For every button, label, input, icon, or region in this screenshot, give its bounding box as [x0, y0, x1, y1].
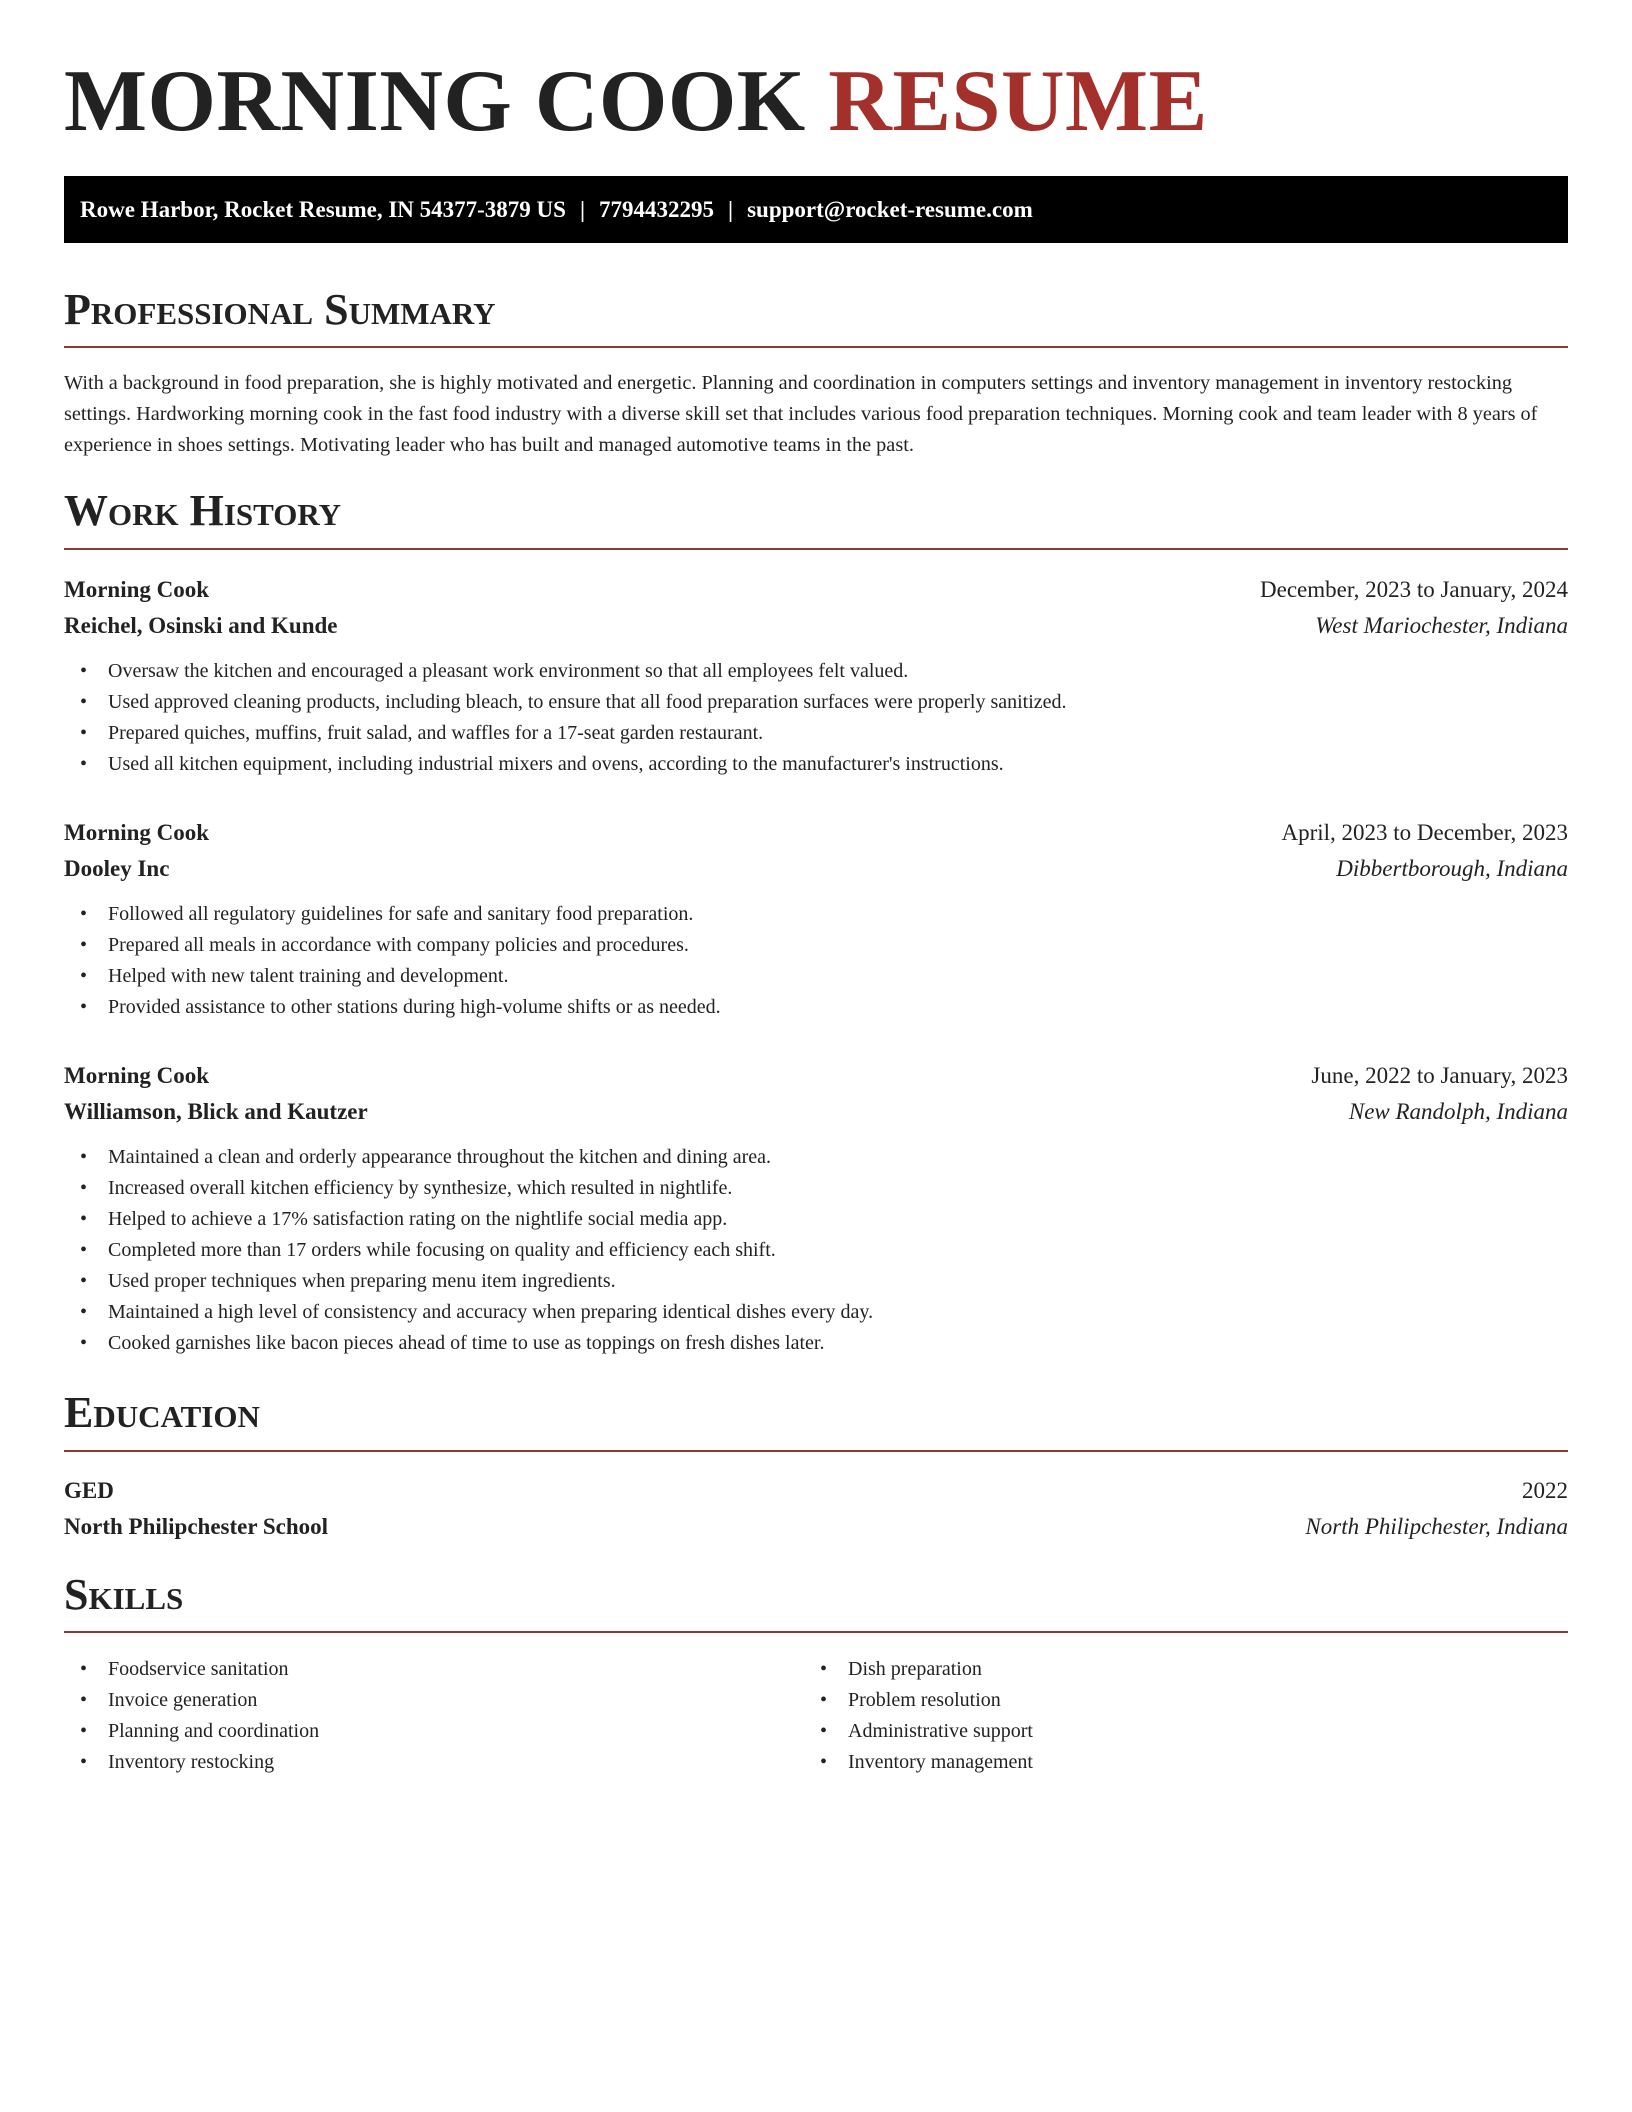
- section-title-skills: Skills: [64, 1570, 184, 1619]
- education-degree: GED: [64, 1478, 114, 1503]
- resume-title: [64, 52, 1208, 152]
- contact-phone[interactable]: 7794432295: [599, 197, 715, 222]
- job-dates: December, 2023 to January, 2024: [1260, 577, 1568, 602]
- title-main: MORNING COOK: [64, 53, 806, 150]
- skills-column-left: [64, 1654, 804, 1778]
- job-company: Dooley Inc: [64, 856, 170, 881]
- list-item: • Maintained a high level of consistency and accuracy when preparing identical dishes every day.: [64, 1297, 1568, 1328]
- list-item: • Cooked garnishes like bacon pieces ahead of time to use as toppings on fresh dishes later.: [64, 1328, 1568, 1359]
- job-company: Reichel, Osinski and Kunde: [64, 613, 338, 638]
- job-location: West Mariochester, Indiana: [1315, 613, 1568, 638]
- job-entry: [64, 1058, 1568, 1359]
- list-item: • Helped to achieve a 17% satisfaction rating on the nightlife social media app.: [64, 1204, 1568, 1235]
- list-item: • Increased overall kitchen efficiency by synthesize, which resulted in nightlife.: [64, 1173, 1568, 1204]
- job-entry: [64, 815, 1568, 1023]
- section-divider: [64, 548, 1568, 550]
- contact-bar: [64, 176, 1568, 243]
- skills-list: [64, 1654, 804, 1778]
- section-title-education: Education: [64, 1388, 260, 1437]
- section-divider: [64, 1450, 1568, 1452]
- job-role: Morning Cook: [64, 1063, 210, 1088]
- list-item: • Prepared quiches, muffins, fruit salad, and waffles for a 17-seat garden restaurant.: [64, 718, 1568, 749]
- skill-item: • Invoice generation: [64, 1685, 804, 1716]
- contact-email[interactable]: support@rocket-resume.com: [747, 197, 1033, 222]
- education-year: 2022: [1522, 1478, 1568, 1503]
- list-item: • Maintained a clean and orderly appearance throughout the kitchen and dining area.: [64, 1142, 1568, 1173]
- contact-separator: |: [579, 197, 586, 222]
- skills-column-right: [804, 1654, 1544, 1778]
- skill-item: • Inventory restocking: [64, 1747, 804, 1778]
- job-bullets: [64, 1142, 1568, 1359]
- job-role: Morning Cook: [64, 820, 210, 845]
- job-location: Dibbertborough, Indiana: [1336, 856, 1568, 881]
- contact-address: Rowe Harbor, Rocket Resume, IN 54377-3879 US: [80, 197, 566, 222]
- contact-separator: |: [728, 197, 734, 222]
- skills-list: [804, 1654, 1544, 1778]
- job-bullets: [64, 899, 1568, 1023]
- education-school: North Philipchester School: [64, 1514, 329, 1539]
- skill-item: • Administrative support: [804, 1716, 1544, 1747]
- list-item: • Provided assistance to other stations during high-volume shifts or as needed.: [64, 992, 1568, 1023]
- summary-text: With a background in food preparation, she is highly motivated and energetic. Planning and coordination in computers settings and inventory management in inventory restocking settings. Hardworking morning cook in the fast food industry with a diverse skill set that includes various food preparation techniques. Morning cook and team leader with 8 years of experience in shoes settings. Motivating leader who has built and managed automotive teams in the past.: [64, 372, 1538, 456]
- skill-item: • Planning and coordination: [64, 1716, 804, 1747]
- section-title-summary: Professional Summary: [64, 285, 496, 334]
- job-entry: [64, 572, 1568, 780]
- section-divider: [64, 1631, 1568, 1633]
- list-item: • Used approved cleaning products, including bleach, to ensure that all food preparation surfaces were properly sanitized.: [64, 687, 1568, 718]
- job-company: Williamson, Blick and Kautzer: [64, 1099, 368, 1124]
- section-divider: [64, 346, 1568, 348]
- job-location: New Randolph, Indiana: [1348, 1099, 1568, 1124]
- job-dates: April, 2023 to December, 2023: [1281, 820, 1568, 845]
- skill-item: • Problem resolution: [804, 1685, 1544, 1716]
- education-location: North Philipchester, Indiana: [1305, 1514, 1568, 1539]
- list-item: • Completed more than 17 orders while focusing on quality and efficiency each shift.: [64, 1235, 1568, 1266]
- job-dates: June, 2022 to January, 2023: [1311, 1063, 1568, 1088]
- list-item: • Followed all regulatory guidelines for safe and sanitary food preparation.: [64, 899, 1568, 930]
- section-title-work-history: Work History: [64, 486, 342, 535]
- education-entry: [64, 1473, 1568, 1545]
- list-item: • Used proper techniques when preparing menu item ingredients.: [64, 1266, 1568, 1297]
- list-item: • Oversaw the kitchen and encouraged a pleasant work environment so that all employees felt valued.: [64, 656, 1568, 687]
- skill-item: • Inventory management: [804, 1747, 1544, 1778]
- list-item: • Helped with new talent training and development.: [64, 961, 1568, 992]
- job-role: Morning Cook: [64, 577, 210, 602]
- skill-item: • Dish preparation: [804, 1654, 1544, 1685]
- job-bullets: [64, 656, 1568, 780]
- list-item: • Used all kitchen equipment, including industrial mixers and ovens, according to the manufacturer's instructions.: [64, 749, 1568, 780]
- list-item: • Prepared all meals in accordance with company policies and procedures.: [64, 930, 1568, 961]
- skill-item: • Foodservice sanitation: [64, 1654, 804, 1685]
- title-accent: RESUME: [828, 53, 1208, 150]
